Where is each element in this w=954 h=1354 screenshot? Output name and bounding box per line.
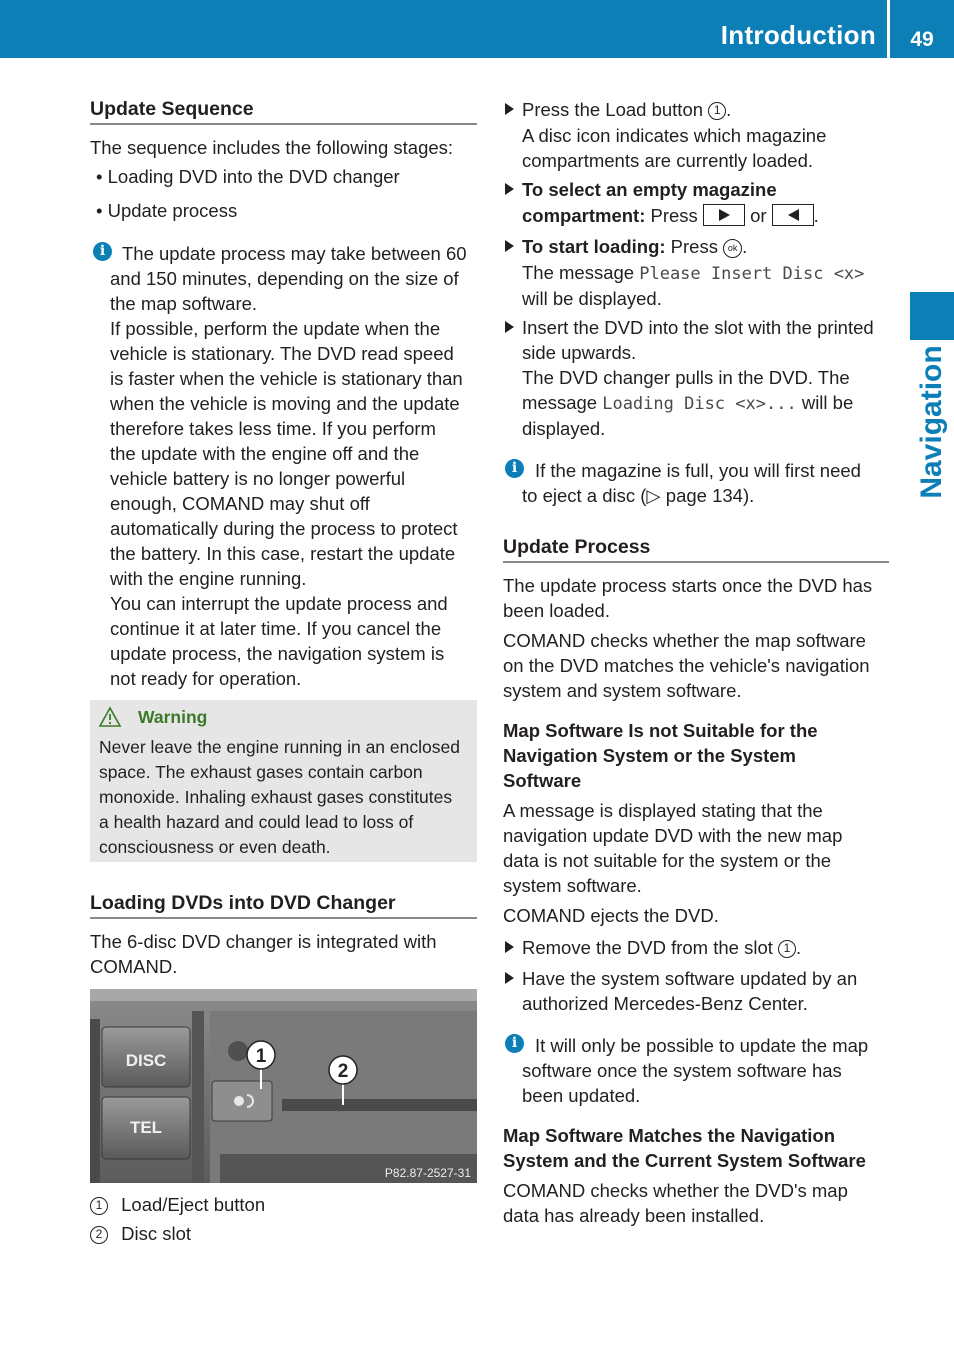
step-arrow-icon xyxy=(505,321,514,333)
body-line: on the DVD matches the vehicle's navigation xyxy=(503,655,870,676)
step-start xyxy=(522,234,747,259)
prev-key-icon xyxy=(772,204,814,226)
side-tab-label: Navigation xyxy=(915,345,948,499)
subheading-line: Software xyxy=(503,770,582,791)
step-arrow-icon xyxy=(505,183,514,195)
step-line: side upwards. xyxy=(522,342,637,363)
legend-text: Load/Eject button xyxy=(121,1194,266,1215)
step-text: will be xyxy=(796,392,854,413)
step-line: will be displayed. xyxy=(522,288,662,309)
step-load xyxy=(522,97,731,122)
update-process-heading: Update Process xyxy=(503,536,651,558)
info-line: update process, the navigation system is xyxy=(110,643,445,664)
body-line: A message is displayed stating that the xyxy=(503,800,823,821)
warning-line: Never leave the engine running in an enclosed xyxy=(99,737,460,757)
warning-title: Warning xyxy=(138,707,208,727)
step-message xyxy=(522,260,864,287)
loading-line: The 6-disc DVD changer is integrated with xyxy=(90,931,437,952)
warning-line: a health hazard and could lead to loss of xyxy=(99,812,414,832)
page-number: 49 xyxy=(910,28,934,51)
body-line: been loaded. xyxy=(503,600,610,621)
tel-button-label: TEL xyxy=(129,1118,163,1137)
disc-button-label: DISC xyxy=(125,1051,167,1070)
side-tab-marker xyxy=(910,292,954,340)
header-bar xyxy=(0,0,954,58)
subheading-line: Map Software Is not Suitable for the xyxy=(503,720,818,741)
section-title: Introduction xyxy=(720,20,876,50)
step-line: Have the system software updated by an xyxy=(522,968,858,989)
step-arrow-icon xyxy=(505,103,514,115)
body-line: COMAND ejects the DVD. xyxy=(503,905,719,926)
callout-2: 2 xyxy=(337,1061,349,1082)
info-line: software once the system software has xyxy=(522,1060,842,1081)
info-line: vehicle is stationary. The DVD read speed xyxy=(110,343,454,364)
warning-line: monoxide. Inhaling exhaust gases constitutes xyxy=(99,787,453,807)
step-bold: compartment: xyxy=(522,205,646,226)
update-sequence-heading: Update Sequence xyxy=(90,98,254,120)
body-line: COMAND checks whether the map software xyxy=(503,630,866,651)
step-select-heading: To select an empty magazine xyxy=(522,179,777,200)
subheading-line: Map Software Matches the Navigation xyxy=(503,1125,836,1146)
info-line: It will only be possible to update the map xyxy=(535,1035,869,1056)
step-line: Insert the DVD into the slot with the printed xyxy=(522,317,874,338)
subheading-line: Navigation System or the System xyxy=(503,745,797,766)
step-text: Press the Load button xyxy=(522,99,709,120)
step-arrow-icon xyxy=(505,941,514,953)
info-line: If possible, perform the update when the xyxy=(110,318,441,339)
step-text: Press xyxy=(645,205,703,226)
loading-heading: Loading DVDs into DVD Changer xyxy=(90,892,396,914)
step-line: compartments are currently loaded. xyxy=(522,150,813,171)
info-line: the update with the engine off and the xyxy=(110,443,420,464)
info-line: with the engine running. xyxy=(110,568,307,589)
legend-number: 2 xyxy=(90,1226,108,1244)
info-line: the battery. In this case, restart the update xyxy=(110,543,456,564)
body-line: system and system software. xyxy=(503,680,742,701)
photo-code: P82.87-2527-31 xyxy=(384,1166,471,1180)
step-text: The message xyxy=(522,262,640,283)
heading-rule xyxy=(90,917,477,919)
dvd-changer-photo xyxy=(90,989,477,1183)
legend-item xyxy=(90,1192,265,1217)
body-line: data has already been installed. xyxy=(503,1205,765,1226)
info-line: been updated. xyxy=(522,1085,641,1106)
body-line: navigation update DVD with the new map xyxy=(503,825,843,846)
info-line: and 150 minutes, depending on the size of xyxy=(110,268,459,289)
body-line: data is not suitable for the system or the xyxy=(503,850,832,871)
step-arrow-icon xyxy=(505,240,514,252)
info-line: continue it at later time. If you cancel the xyxy=(110,618,442,639)
dvd-changer-illustration xyxy=(90,989,477,1183)
heading-rule xyxy=(90,123,477,125)
step-text: Press xyxy=(665,236,724,257)
info-line: If the magazine is full, you will first need xyxy=(535,460,861,481)
info-line: when the vehicle is moving and the update xyxy=(110,393,460,414)
subheading-line: System and the Current System Software xyxy=(503,1150,866,1171)
body-line: COMAND checks whether the DVD's map xyxy=(503,1180,848,1201)
legend-item xyxy=(90,1221,191,1246)
step-bold: To start loading: xyxy=(522,236,666,257)
step-line: The DVD changer pulls in the DVD. The xyxy=(522,367,850,388)
callout-1: 1 xyxy=(255,1046,267,1067)
ok-button-icon: ok xyxy=(723,239,742,258)
step-line: authorized Mercedes-Benz Center. xyxy=(522,993,808,1014)
body-line: system software. xyxy=(503,875,642,896)
display-message: Loading Disc <x>... xyxy=(602,394,797,414)
step-arrow-icon xyxy=(505,972,514,984)
callout-number: 1 xyxy=(708,102,726,120)
step-text: message xyxy=(522,392,603,413)
next-key-icon xyxy=(703,204,745,226)
warning-line: consciousness or even death. xyxy=(99,837,331,857)
display-message: Please Insert Disc <x> xyxy=(639,264,865,284)
info-line: to eject a disc (▷ page 134). xyxy=(522,485,755,506)
info-icon: i xyxy=(505,459,524,478)
info-line: You can interrupt the update process and xyxy=(110,593,448,614)
sequence-intro: The sequence includes the following stages: xyxy=(90,137,454,158)
body-line: The update process starts once the DVD has xyxy=(503,575,873,596)
legend-number: 1 xyxy=(90,1197,108,1215)
legend-text: Disc slot xyxy=(121,1223,192,1244)
info-line: is faster when the vehicle is stationary than xyxy=(110,368,463,389)
step-line: A disc icon indicates which magazine xyxy=(522,125,827,146)
step-text: . xyxy=(726,99,732,120)
warning-triangle-icon xyxy=(98,706,122,728)
step-remove xyxy=(522,935,801,960)
loading-line: COMAND. xyxy=(90,956,178,977)
step-text: . xyxy=(813,205,819,226)
warning-line: space. The exhaust gases contain carbon xyxy=(99,762,423,782)
stage-item: • Update process xyxy=(96,200,238,221)
info-line: not ready for operation. xyxy=(110,668,302,689)
step-text: or xyxy=(744,205,772,226)
info-icon: i xyxy=(93,242,112,261)
info-line: the map software. xyxy=(110,293,258,314)
info-line: vehicle battery is no longer powerful xyxy=(110,468,406,489)
step-text: . xyxy=(742,236,748,257)
step-line: displayed. xyxy=(522,418,606,439)
step-message xyxy=(522,390,853,417)
info-line: automatically during the process to protect xyxy=(110,518,458,539)
info-line: therefore takes less time. If you perform xyxy=(110,418,436,439)
step-text: Remove the DVD from the slot xyxy=(522,937,779,958)
info-line: enough, COMAND may shut off xyxy=(110,493,370,514)
stage-item: • Loading DVD into the DVD changer xyxy=(96,166,400,187)
heading-rule xyxy=(503,561,889,563)
callout-number: 1 xyxy=(778,940,796,958)
warning-box xyxy=(90,700,477,862)
info-icon: i xyxy=(505,1034,524,1053)
step-text: . xyxy=(796,937,802,958)
info-line: The update process may take between 60 xyxy=(122,243,467,264)
step-select xyxy=(522,203,819,228)
